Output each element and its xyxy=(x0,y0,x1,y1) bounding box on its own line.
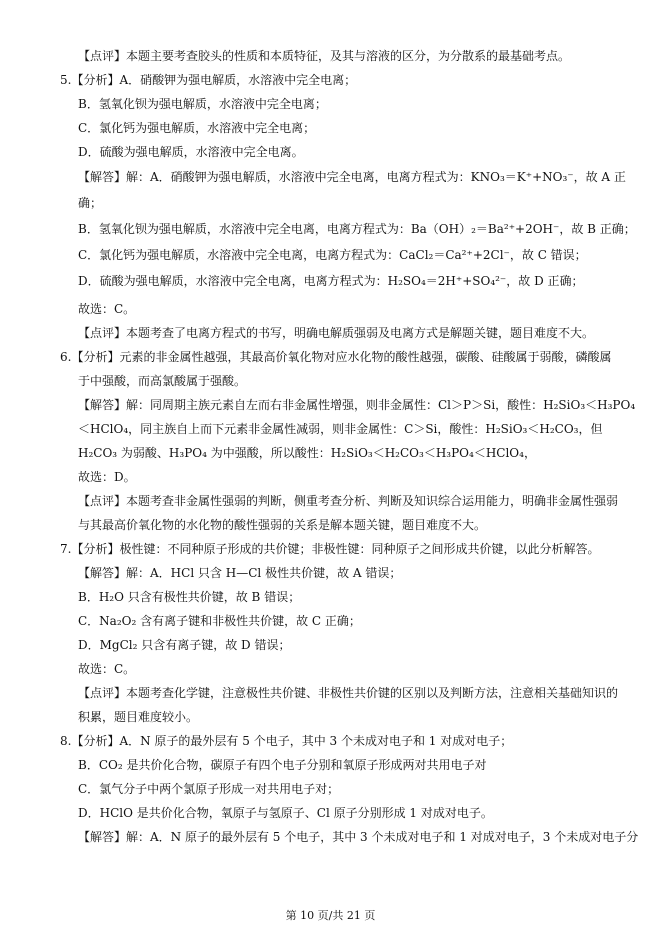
text-line: D．MgCl₂ 只含有离子键，故 D 错误； xyxy=(78,638,291,652)
text-line: B．氢氧化钡为强电解质，水溶液中完全电离； xyxy=(78,97,327,111)
text-line: 【解答】解：A．HCl 只含 H—Cl 极性共价键，故 A 错误； xyxy=(78,566,402,580)
text-line: 【解答】解：A．N 原子的最外层有 5 个电子，其中 3 个未成对电子和 1 对成对电子，3 个未成对电子分 xyxy=(78,830,639,844)
text-line: 【点评】本题考查化学键，注意极性共价键、非极性共价键的区别以及判断方法，注意相关基础知识的 xyxy=(78,686,619,700)
text-line: B．H₂O 只含有极性共价键，故 B 错误； xyxy=(78,590,301,604)
text-line: B．氢氧化钡为强电解质，水溶液中完全电离，电离方程式为：Ba（OH）₂＝Ba²⁺+2OH⁻，故 B 正确； xyxy=(78,222,636,236)
text-line: 故选：C。 xyxy=(78,662,136,676)
text-line: 故选：D。 xyxy=(78,470,136,484)
text-line: 【解答】解：A．硝酸钾为强电解质，水溶液中完全电离，电离方程式为：KNO₃＝K⁺+NO₃⁻，故 A 正 xyxy=(78,170,626,184)
text-line: C．氯化钙为强电解质，水溶液中完全电离，电离方程式为：CaCl₂＝Ca²⁺+2Cl⁻，故 C 错误； xyxy=(78,248,587,262)
text-line: C．氯气分子中两个氯原子形成一对共用电子对； xyxy=(78,782,340,796)
text-line: 确； xyxy=(78,196,103,210)
text-line: 8.【分析】A．N 原子的最外层有 5 个电子，其中 3 个未成对电子和 1 对成对电子； xyxy=(60,734,513,748)
text-line: 【点评】本题主要考查胶头的性质和本质特征，及其与溶液的区分，为分散系的最基础考点。 xyxy=(78,49,571,63)
text-line: 5.【分析】A．硝酸钾为强电解质，水溶液中完全电离； xyxy=(60,73,357,87)
text-line: ＜HClO₄，同主族自上而下元素非金属性减弱，则非金属性：C＞Si，酸性：H₂SiO₃＜H₂CO₃，但 xyxy=(78,422,603,436)
text-line: D．硫酸为强电解质，水溶液中完全电离，电离方程式为：H₂SO₄＝2H⁺+SO₄²⁻，故 D 正确； xyxy=(78,274,584,288)
text-line: 积累，题目难度较小。 xyxy=(78,710,199,724)
text-line: D．HClO 是共价化合物，氧原子与氢原子、Cl 原子分别形成 1 对成对电子。 xyxy=(78,806,493,820)
text-line: 【解答】解：同周期主族元素自左而右非金属性增强，则非金属性：Cl＞P＞Si，酸性：H₂SiO₃＜H₃PO₄ xyxy=(78,398,636,412)
text-line: 【点评】本题考查非金属性强弱的判断，侧重考查分析、判断及知识综合运用能力，明确非金属性强弱 xyxy=(78,494,619,508)
text-line: 6.【分析】元素的非金属性越强，其最高价氧化物对应水化物的酸性越强，碳酸、硅酸属于弱酸，磷酸属 xyxy=(60,350,612,364)
text-line: C．Na₂O₂ 含有离子键和非极性共价键，故 C 正确； xyxy=(78,614,361,628)
text-line: H₂CO₃ 为弱酸、H₃PO₄ 为中强酸，所以酸性：H₂SiO₃＜H₂CO₃＜H₃PO₄＜HClO₄， xyxy=(78,446,536,460)
text-line: 7.【分析】极性键：不同种原子形成的共价键；非极性键：同种原子之间形成共价键，以此分析解答。 xyxy=(60,542,600,556)
text-line: D．硫酸为强电解质，水溶液中完全电离。 xyxy=(78,145,304,159)
text-line: 于中强酸，而高氯酸属于强酸。 xyxy=(78,374,247,388)
text-line: 与其最高价氧化物的水化物的酸性强弱的关系是解本题关键，题目难度不大。 xyxy=(78,518,487,532)
text-line: B．CO₂ 是共价化合物，碳原子有四个电子分别和氧原子形成两对共用电子对 xyxy=(78,758,487,772)
text-line: 【点评】本题考查了电离方程式的书写，明确电解质强弱及电离方式是解题关键，题目难度不大。 xyxy=(78,326,595,340)
text-line: C．氯化钙为强电解质，水溶液中完全电离； xyxy=(78,121,316,135)
page-footer: 第 10 页/共 21 页 xyxy=(285,909,376,922)
text-line: 故选：C。 xyxy=(78,302,136,316)
